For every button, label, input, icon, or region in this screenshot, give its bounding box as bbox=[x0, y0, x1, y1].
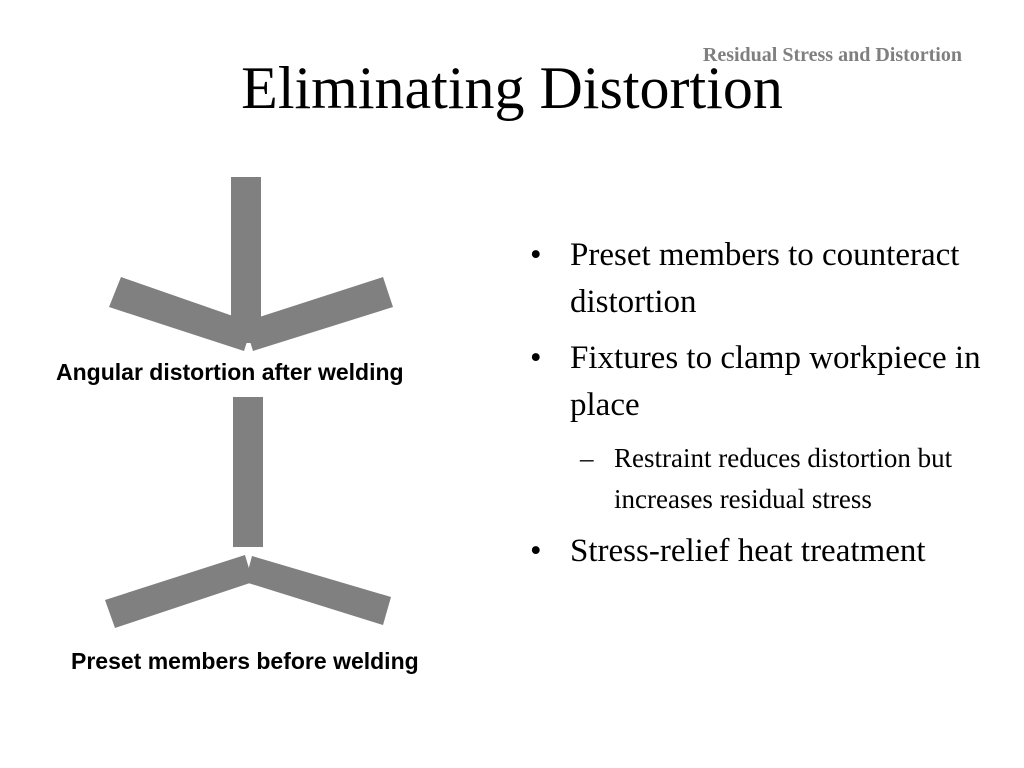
bullet-marker: • bbox=[530, 340, 542, 376]
bullet-text: Preset members to counteract distortion bbox=[570, 237, 960, 320]
bullet-marker: • bbox=[530, 237, 542, 273]
angular-distortion-diagram bbox=[109, 177, 393, 351]
preset-members-diagram bbox=[105, 397, 391, 628]
slide-title: Eliminating Distortion bbox=[241, 55, 783, 121]
header-tag: Residual Stress and Distortion bbox=[702, 44, 962, 66]
caption-after-welding: Angular distortion after welding bbox=[56, 359, 404, 385]
sub-bullet-item bbox=[530, 438, 1000, 520]
top-right-flange bbox=[244, 277, 393, 351]
sub-bullet-text: Restraint reduces distortion but increases residual stress bbox=[614, 443, 953, 514]
bottom-left-flange bbox=[105, 555, 253, 628]
weld-diagrams bbox=[0, 0, 520, 700]
bullet-list bbox=[530, 232, 1000, 584]
bullet-item bbox=[530, 232, 1000, 326]
bottom-web-member bbox=[233, 397, 263, 547]
sub-bullet-marker: – bbox=[580, 443, 594, 473]
sub-bullet-group bbox=[530, 438, 1000, 520]
bullet-item bbox=[530, 335, 1000, 429]
bullet-text: Stress-relief heat treatment bbox=[570, 533, 926, 569]
bullet-item bbox=[530, 528, 1000, 575]
sub-bullet-list bbox=[530, 438, 1000, 520]
bullet-marker: • bbox=[530, 533, 542, 569]
caption-before-welding: Preset members before welding bbox=[71, 648, 419, 674]
bullet-text: Fixtures to clamp workpiece in place bbox=[570, 340, 981, 423]
bottom-right-flange bbox=[245, 556, 391, 625]
